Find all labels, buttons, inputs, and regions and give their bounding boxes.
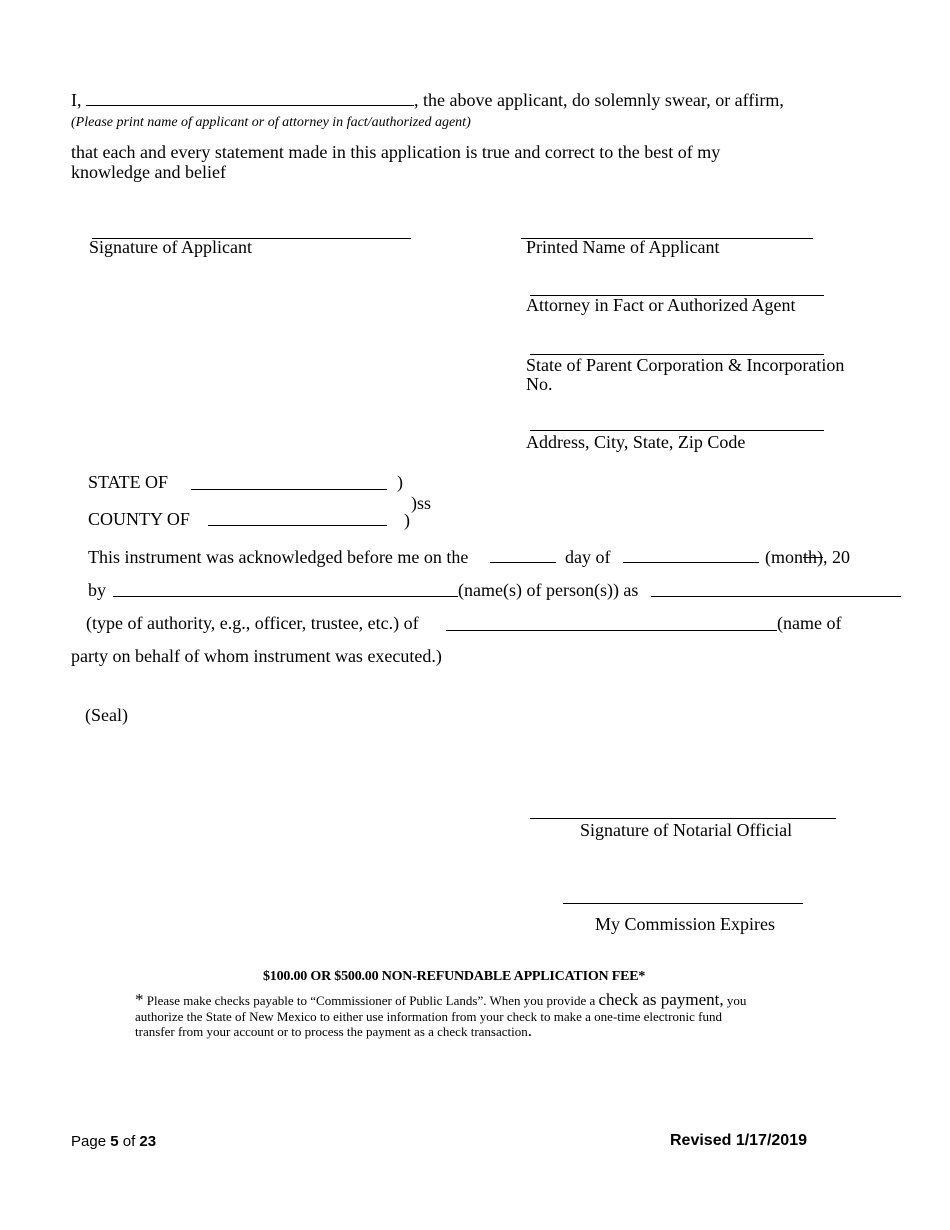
oath-line — [71, 90, 784, 110]
ack-as-field[interactable] — [651, 596, 901, 597]
attorney-label: Attorney in Fact or Authorized Agent — [526, 295, 796, 315]
fee-text1-big: check as payment, — [598, 990, 724, 1009]
county-of-label: COUNTY OF — [88, 509, 190, 529]
county-of-field[interactable] — [208, 525, 387, 526]
commission-line[interactable] — [563, 903, 803, 904]
fee-title: $100.00 OR $500.00 NON-REFUNDABLE APPLICATION FEE* — [263, 969, 646, 984]
fee-note-line3 — [135, 1021, 532, 1040]
ack-persons-field[interactable] — [113, 596, 458, 597]
ack-day-field[interactable] — [490, 562, 556, 563]
ack-authority-label: (type of authority, e.g., officer, trustee, etc.) of — [86, 613, 419, 633]
page-total: 23 — [139, 1133, 157, 1150]
ack-line4: party on behalf of whom instrument was executed.) — [71, 646, 442, 666]
oath-statement-line1: that each and every statement made in this application is true and correct to the best of my — [71, 142, 721, 162]
ack-by: by — [88, 580, 106, 600]
printed-name-label: Printed Name of Applicant — [526, 237, 720, 257]
fee-text3-dot: . — [527, 1021, 532, 1040]
ack-month-field[interactable] — [623, 562, 759, 563]
state-parent-label-line1: State of Parent Corporation & Incorporation — [526, 355, 845, 375]
fee-text1: Please make checks payable to “Commissioner of Public Lands”. When you provide a — [143, 993, 599, 1008]
seal-label: (Seal) — [85, 705, 128, 725]
ack-day-of: day of — [565, 547, 611, 567]
state-parent-label-line2: No. — [526, 374, 553, 394]
address-line[interactable] — [530, 430, 824, 431]
ss-mark: )ss — [411, 493, 432, 513]
notary-signature-line[interactable] — [530, 818, 836, 819]
page-of: of — [122, 1133, 136, 1150]
page-word: Page — [71, 1133, 107, 1150]
ack-month-pre: (mon — [765, 547, 803, 567]
fee-star: * — [135, 990, 144, 1009]
oath-prefix: I, — [71, 90, 82, 110]
ack-party-field[interactable] — [446, 630, 777, 631]
state-of-label: STATE OF — [88, 472, 169, 492]
page-number — [71, 1133, 156, 1150]
address-label: Address, City, State, Zip Code — [526, 432, 746, 452]
notary-signature-label: Signature of Notarial Official — [580, 820, 793, 840]
ack-month-strike: th) — [803, 547, 823, 567]
fee-note-line2: authorize the State of New Mexico to either use information from your check to make a one-time electronic fund — [135, 1009, 722, 1024]
fee-note-line1 — [135, 990, 747, 1009]
county-paren: ) — [404, 510, 410, 530]
oath-note: (Please print name of applicant or of attorney in fact/authorized agent) — [71, 115, 471, 130]
signature-of-applicant-label: Signature of Applicant — [89, 237, 252, 257]
ack-line1-text: This instrument was acknowledged before me on the — [88, 547, 469, 567]
ack-month-year — [765, 547, 850, 567]
fee-text3: transfer from your account or to process the payment as a check transaction — [135, 1024, 528, 1039]
revised-date: Revised 1/17/2019 — [670, 1132, 807, 1149]
oath-statement-line2: knowledge and belief — [71, 162, 226, 182]
commission-label: My Commission Expires — [595, 914, 776, 934]
page-current: 5 — [110, 1133, 119, 1150]
oath-suffix: , the above applicant, do solemnly swear, or affirm, — [414, 90, 784, 110]
fee-text1-end: you — [723, 993, 747, 1008]
applicant-name-field[interactable] — [86, 90, 414, 106]
ack-month-post: , 20 — [823, 547, 850, 567]
state-of-field[interactable] — [191, 489, 387, 490]
state-paren: ) — [397, 472, 403, 492]
ack-name-of: (name of — [777, 613, 842, 633]
ack-persons-label: (name(s) of person(s)) as — [458, 580, 639, 600]
